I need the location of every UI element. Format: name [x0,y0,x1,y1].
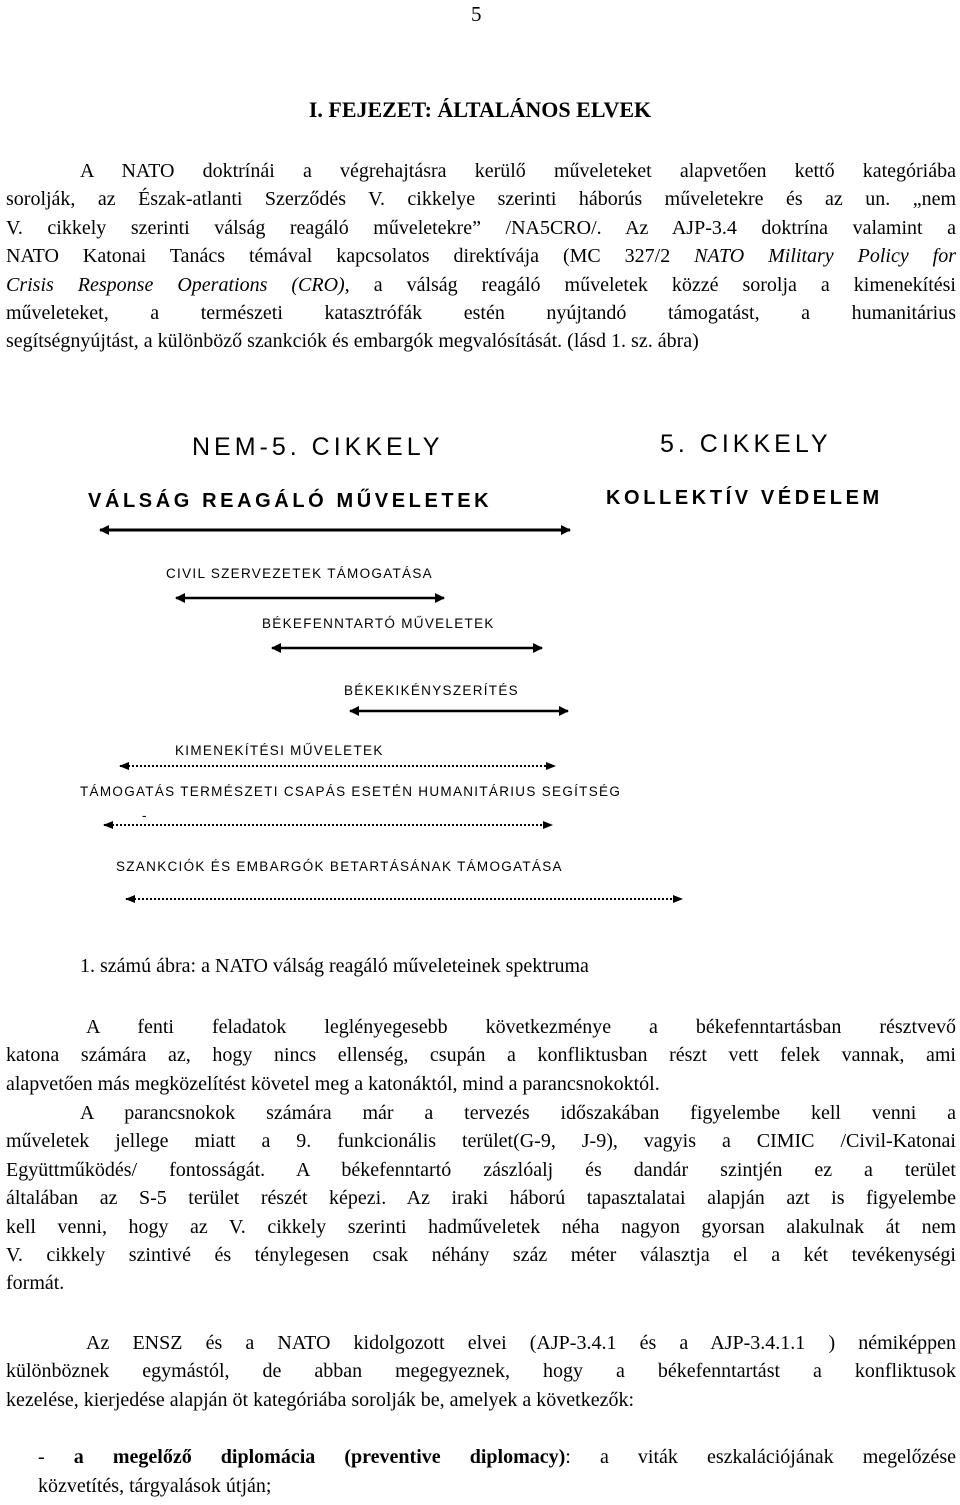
p3-line-3: Együttműködés/ fontosságát. A békefenntartó zászlóalj és dandár szintjén ez a terület [6,1158,956,1181]
p3-line-4: általában az S-5 terület részét képezi. Az iraki háború tapasztalatai alapján azt is figyelembe [6,1187,956,1210]
p3-line-2: műveletek jellege miatt a 9. funkcionális terület(G-9, J-9), vagyis a CIMIC /Civil-Katonai [6,1130,956,1153]
p3-line-5: kell venni, hogy az V. cikkely szerinti hadműveletek néha nagyon gyorsan alakulnak át nem [6,1215,956,1238]
intro-line-4-italic: NATO Military Policy for [694,245,956,268]
header-collective-defence: KOLLEKTÍV VÉDELEM [606,487,883,509]
p2-line-1: A fenti feladatok leglényegesebb következménye a békefenntartásban résztvevő [86,1016,956,1038]
label-peacekeeping: BÉKEFENNTARTÓ MŰVELETEK [262,616,495,631]
intro-line-3: V. cikkely szerinti válság reagáló műveletekre” /NA5CRO/. Az AJP-3.4 doktrína valamint a [6,216,956,239]
chapter-title: I. FEJEZET: ÁLTALÁNOS ELVEK [308,97,652,122]
paragraph-4 [6,1329,956,1414]
intro-line-1: A NATO doktrínái a végrehajtásra kerülő műveleteket alapvetően kettő kategóriába [80,160,956,182]
intro-line-5: a válság reagáló műveletek közzé sorolja a kimenekítési [349,273,956,296]
label-peace-enforcement: BÉKEKIKÉNYSZERÍTÉS [344,683,519,698]
label-evacuation: KIMENEKÍTÉSI MŰVELETEK [175,743,384,758]
paragraph-3 [6,1099,956,1298]
intro-line-4: NATO Katonai Tanács témával kapcsolatos direktívája (MC 327/2 [6,245,695,268]
bullet-rest: : a viták eszkalációjának megelőzése [565,1446,956,1468]
figure-caption: 1. számú ábra: a NATO válság reagáló műveleteinek spektruma [80,955,589,977]
p4-line-2: különböznek egymástól, de abban megegyeznek, hogy a békefenntartást a konfliktusok [6,1360,956,1383]
header-non-article-5: NEM-5. CIKKELY [192,433,444,461]
dash-mark: - [142,808,148,823]
p4-line-1: Az ENSZ és a NATO kidolgozott elvei (AJP-3.4.1 és a AJP-3.4.1.1 ) némiképpen [86,1332,956,1354]
bullet-item [38,1443,956,1501]
label-sanctions-embargo: SZANKCIÓK ÉS EMBARGÓK BETARTÁSÁNAK TÁMOGATÁSA [116,859,563,874]
p2-line-3: alapvetően más megközelítést követel meg a katonáktól, mind a parancsnokoktól. [6,1072,660,1095]
p3-line-7: formát. [6,1272,65,1295]
p3-line-1: A parancsnokok számára már a tervezés időszakában figyelembe kell venni a [80,1102,956,1124]
bullet-line-2: közvetítés, tárgyalások útján; [38,1475,272,1497]
label-civil-support: CIVIL SZERVEZETEK TÁMOGATÁSA [166,566,433,581]
intro-line-5-italic: Crisis Response Operations (CRO), [6,273,350,296]
paragraph-2 [6,1013,956,1098]
p2-line-2: katona számára az, hogy nincs ellenség, csupán a konfliktusban részt vett felek vannak, ami [6,1044,956,1067]
label-disaster-humanitarian: TÁMOGATÁS TERMÉSZETI CSAPÁS ESETÉN HUMANITÁRIUS SEGÍTSÉG [80,784,622,799]
p3-line-6: V. cikkely szintivé és ténylegesen csak néhány száz méter választja el a két tevékenységi [6,1244,956,1267]
intro-line-6: műveleteket, a természeti katasztrófák estén nyújtandó támogatást, a humanitárius [6,302,956,325]
intro-line-2: sorolják, az Észak-atlanti Szerződés V. cikkelye szerinti háborús műveletekre és az un. „nem [6,188,956,211]
bullet-dash: - [38,1446,74,1468]
header-crisis-response: VÁLSÁG REAGÁLÓ MŰVELETEK [88,490,493,512]
bullet-term: a megelőző diplomácia (preventive diplomacy) [73,1446,566,1468]
header-article-5: 5. CIKKELY [660,430,832,458]
p4-line-3: kezelése, kierjedése alapján öt kategóriába sorolják be, amelyek a következők: [6,1388,635,1411]
intro-line-7: segítségnyújtást, a különböző szankciók és embargók megvalósítását. (lásd 1. sz. ábra) [6,330,699,353]
page-number: 5 [471,2,482,26]
